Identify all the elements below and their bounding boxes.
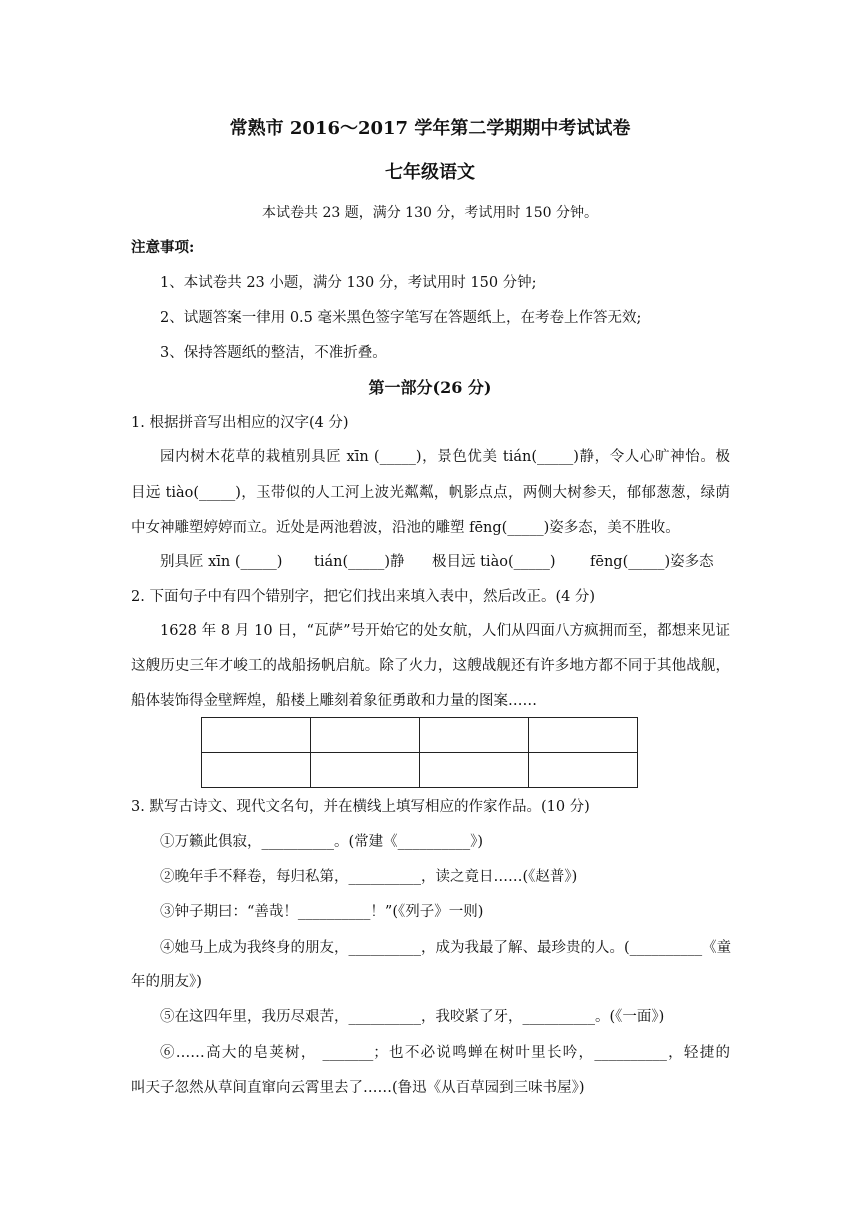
table-cell[interactable] bbox=[420, 753, 529, 788]
q3-item-4: ④她马上成为我终身的朋友，__________，成为我最了解、最珍贵的人。(__________《童 bbox=[160, 940, 732, 956]
part1-heading: 第一部分(26 分) bbox=[368, 378, 492, 397]
q3-item-6-cont: 叫天子忽然从草间直窜向云霄里去了……(鲁迅《从百草园到三味书屋》) bbox=[131, 1080, 585, 1096]
q1-stem: 1. 根据拼音写出相应的汉字(4 分) bbox=[131, 415, 349, 431]
table-row bbox=[202, 718, 638, 753]
q3-item-4-cont: 年的朋友》) bbox=[131, 974, 202, 990]
table-cell[interactable] bbox=[202, 718, 311, 753]
table-cell[interactable] bbox=[311, 753, 420, 788]
table-cell[interactable] bbox=[529, 753, 638, 788]
q1-answer-4: fēng(_____)姿多态 bbox=[590, 554, 714, 570]
exam-subtitle: 七年级语文 bbox=[385, 162, 475, 183]
q1-answer-1: 别具匠 xīn (_____) bbox=[160, 554, 283, 570]
q2-passage-line-2: 这艘历史三年才峻工的战船扬帆启航。除了火力，这艘战舰还有许多地方都不同于其他战舰， bbox=[131, 658, 730, 674]
q3-item-6: ⑥……高大的皂荚树， _______；也不必说鸣蝉在树叶里长吟，__________，轻捷的 bbox=[160, 1045, 730, 1061]
exam-intro: 本试卷共 23 题，满分 130 分，考试用时 150 分钟。 bbox=[262, 205, 598, 221]
q2-passage-line-1: 1628 年 8 月 10 日，“瓦萨”号开始它的处女航，人们从四面八方疯拥而至，都想来见证 bbox=[160, 623, 730, 639]
table-row bbox=[202, 753, 638, 788]
notice-item-1: 1、本试卷共 23 小题，满分 130 分，考试用时 150 分钟; bbox=[160, 275, 537, 291]
q3-stem: 3. 默写古诗文、现代文名句，并在横线上填写相应的作家作品。(10 分) bbox=[131, 799, 590, 815]
table-cell[interactable] bbox=[202, 753, 311, 788]
q3-item-1: ①万籁此俱寂，__________。(常建《__________》) bbox=[160, 834, 484, 850]
q1-passage-line-2: 目远 tiào(_____)，玉带似的人工河上波光粼粼，帆影点点，两侧大树参天，郁郁葱葱，绿荫 bbox=[131, 485, 730, 501]
q1-answer-3: 极目远 tiào(_____) bbox=[432, 554, 556, 570]
notice-item-2: 2、试题答案一律用 0.5 毫米黑色签字笔写在答题纸上，在考卷上作答无效; bbox=[160, 310, 642, 326]
notice-heading: 注意事项: bbox=[131, 239, 195, 256]
q3-item-2: ②晚年手不释卷，每归私第，__________，读之竟日……(《赵普》) bbox=[160, 869, 578, 885]
q1-passage-line-3: 中女神雕塑婷婷而立。近处是两池碧波，沿池的雕塑 fēng(_____)姿多态，美不胜收。 bbox=[131, 520, 680, 536]
q1-answer-2: tián(_____)静 bbox=[314, 554, 405, 570]
notice-item-3: 3、保持答题纸的整洁，不准折叠。 bbox=[160, 345, 387, 361]
q3-item-5: ⑤在这四年里，我历尽艰苦，__________，我咬紧了牙，__________。(《一面》) bbox=[160, 1009, 665, 1025]
q2-stem: 2. 下面句子中有四个错别字，把它们找出来填入表中，然后改正。(4 分) bbox=[131, 589, 596, 605]
table-cell[interactable] bbox=[420, 718, 529, 753]
table-cell[interactable] bbox=[529, 718, 638, 753]
q3-item-3: ③钟子期曰：“善哉！__________！”(《列子》一则) bbox=[160, 904, 484, 920]
q2-passage-line-3: 船体装饰得金壁辉煌，船楼上雕刻着象征勇敢和力量的图案…… bbox=[131, 693, 537, 709]
table-cell[interactable] bbox=[311, 718, 420, 753]
q2-answer-table bbox=[201, 717, 638, 788]
exam-title: 常熟市 2016～2017 学年第二学期期中考试试卷 bbox=[229, 118, 631, 139]
q1-passage-line-1: 园内树木花草的栽植别具匠 xīn (_____)，景色优美 tián(_____)静，令人心旷神怡。极 bbox=[160, 449, 730, 465]
